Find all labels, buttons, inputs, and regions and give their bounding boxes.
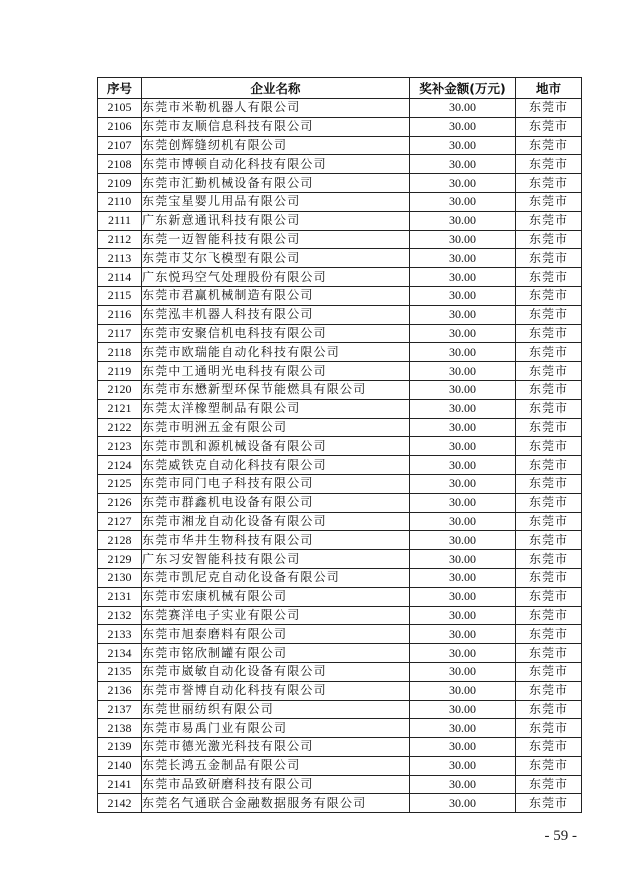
cell-subsidy-amount: 30.00 xyxy=(410,155,516,174)
table-row xyxy=(98,136,582,155)
cell-subsidy-amount: 30.00 xyxy=(410,681,516,700)
cell-serial-number: 2131 xyxy=(98,587,142,606)
cell-company-name: 东莞市安聚信机电科技有限公司 xyxy=(142,324,410,343)
table-row xyxy=(98,550,582,569)
cell-company-name: 东莞太洋橡塑制品有限公司 xyxy=(142,399,410,418)
cell-subsidy-amount: 30.00 xyxy=(410,531,516,550)
cell-serial-number: 2138 xyxy=(98,719,142,738)
table-row xyxy=(98,644,582,663)
cell-serial-number: 2107 xyxy=(98,136,142,155)
cell-city: 东莞市 xyxy=(516,211,582,230)
table-row xyxy=(98,324,582,343)
cell-company-name: 东莞市欧瑞能自动化科技有限公司 xyxy=(142,343,410,362)
cell-city: 东莞市 xyxy=(516,719,582,738)
cell-company-name: 东莞市米勒机器人有限公司 xyxy=(142,99,410,118)
cell-serial-number: 2140 xyxy=(98,756,142,775)
table-row xyxy=(98,512,582,531)
cell-subsidy-amount: 30.00 xyxy=(410,286,516,305)
cell-company-name: 广东新意通讯科技有限公司 xyxy=(142,211,410,230)
table-row xyxy=(98,625,582,644)
cell-city: 东莞市 xyxy=(516,662,582,681)
cell-serial-number: 2121 xyxy=(98,399,142,418)
cell-city: 东莞市 xyxy=(516,625,582,644)
table-row xyxy=(98,474,582,493)
cell-serial-number: 2112 xyxy=(98,230,142,249)
cell-subsidy-amount: 30.00 xyxy=(410,662,516,681)
cell-company-name: 东莞市湘龙自动化设备有限公司 xyxy=(142,512,410,531)
table-row xyxy=(98,681,582,700)
table-row xyxy=(98,155,582,174)
cell-city: 东莞市 xyxy=(516,136,582,155)
cell-serial-number: 2142 xyxy=(98,794,142,813)
cell-company-name: 东莞市华井生物科技有限公司 xyxy=(142,531,410,550)
cell-city: 东莞市 xyxy=(516,681,582,700)
cell-serial-number: 2114 xyxy=(98,268,142,287)
cell-serial-number: 2122 xyxy=(98,418,142,437)
table-row xyxy=(98,775,582,794)
cell-serial-number: 2141 xyxy=(98,775,142,794)
cell-subsidy-amount: 30.00 xyxy=(410,474,516,493)
cell-subsidy-amount: 30.00 xyxy=(410,418,516,437)
cell-city: 东莞市 xyxy=(516,794,582,813)
cell-city: 东莞市 xyxy=(516,700,582,719)
cell-serial-number: 2128 xyxy=(98,531,142,550)
cell-company-name: 东莞市汇勤机械设备有限公司 xyxy=(142,174,410,193)
cell-company-name: 东莞市旭泰磨料有限公司 xyxy=(142,625,410,644)
cell-subsidy-amount: 30.00 xyxy=(410,625,516,644)
table-row xyxy=(98,606,582,625)
header-serial-number: 序号 xyxy=(98,78,142,99)
table-row xyxy=(98,286,582,305)
header-company-name: 企业名称 xyxy=(142,78,410,99)
cell-city: 东莞市 xyxy=(516,343,582,362)
cell-company-name: 东莞市博顿自动化科技有限公司 xyxy=(142,155,410,174)
cell-city: 东莞市 xyxy=(516,380,582,399)
cell-serial-number: 2120 xyxy=(98,380,142,399)
cell-company-name: 东莞市群鑫机电设备有限公司 xyxy=(142,493,410,512)
cell-city: 东莞市 xyxy=(516,738,582,757)
cell-serial-number: 2124 xyxy=(98,456,142,475)
cell-serial-number: 2115 xyxy=(98,286,142,305)
cell-city: 东莞市 xyxy=(516,474,582,493)
cell-subsidy-amount: 30.00 xyxy=(410,606,516,625)
table-row xyxy=(98,192,582,211)
cell-city: 东莞市 xyxy=(516,587,582,606)
table-row xyxy=(98,380,582,399)
cell-city: 东莞市 xyxy=(516,249,582,268)
cell-serial-number: 2118 xyxy=(98,343,142,362)
cell-company-name: 东莞中工通明光电科技有限公司 xyxy=(142,362,410,381)
cell-serial-number: 2129 xyxy=(98,550,142,569)
cell-subsidy-amount: 30.00 xyxy=(410,738,516,757)
cell-city: 东莞市 xyxy=(516,155,582,174)
cell-subsidy-amount: 30.00 xyxy=(410,756,516,775)
header-city: 地市 xyxy=(516,78,582,99)
cell-city: 东莞市 xyxy=(516,775,582,794)
cell-serial-number: 2110 xyxy=(98,192,142,211)
cell-company-name: 东莞泓丰机器人科技有限公司 xyxy=(142,305,410,324)
cell-company-name: 东莞名气通联合金融数据服务有限公司 xyxy=(142,794,410,813)
cell-serial-number: 2119 xyxy=(98,362,142,381)
cell-company-name: 东莞市易禹门业有限公司 xyxy=(142,719,410,738)
cell-subsidy-amount: 30.00 xyxy=(410,211,516,230)
cell-company-name: 东莞市品致研磨科技有限公司 xyxy=(142,775,410,794)
cell-subsidy-amount: 30.00 xyxy=(410,550,516,569)
cell-subsidy-amount: 30.00 xyxy=(410,380,516,399)
cell-serial-number: 2135 xyxy=(98,662,142,681)
cell-subsidy-amount: 30.00 xyxy=(410,192,516,211)
cell-subsidy-amount: 30.00 xyxy=(410,136,516,155)
table-row xyxy=(98,568,582,587)
subsidy-table xyxy=(97,77,582,813)
cell-subsidy-amount: 30.00 xyxy=(410,568,516,587)
cell-serial-number: 2136 xyxy=(98,681,142,700)
cell-city: 东莞市 xyxy=(516,568,582,587)
table-row xyxy=(98,437,582,456)
cell-subsidy-amount: 30.00 xyxy=(410,456,516,475)
cell-serial-number: 2123 xyxy=(98,437,142,456)
cell-serial-number: 2113 xyxy=(98,249,142,268)
table-row xyxy=(98,719,582,738)
cell-city: 东莞市 xyxy=(516,230,582,249)
cell-serial-number: 2130 xyxy=(98,568,142,587)
table-row xyxy=(98,662,582,681)
cell-serial-number: 2134 xyxy=(98,644,142,663)
cell-subsidy-amount: 30.00 xyxy=(410,230,516,249)
table-row xyxy=(98,305,582,324)
cell-serial-number: 2127 xyxy=(98,512,142,531)
cell-city: 东莞市 xyxy=(516,286,582,305)
cell-serial-number: 2132 xyxy=(98,606,142,625)
cell-serial-number: 2133 xyxy=(98,625,142,644)
cell-company-name: 东莞市德光激光科技有限公司 xyxy=(142,738,410,757)
cell-serial-number: 2126 xyxy=(98,493,142,512)
cell-company-name: 东莞世丽纺织有限公司 xyxy=(142,700,410,719)
cell-serial-number: 2116 xyxy=(98,305,142,324)
table-row xyxy=(98,794,582,813)
cell-serial-number: 2108 xyxy=(98,155,142,174)
cell-subsidy-amount: 30.00 xyxy=(410,174,516,193)
table-row xyxy=(98,211,582,230)
table-row xyxy=(98,587,582,606)
table-row xyxy=(98,362,582,381)
cell-city: 东莞市 xyxy=(516,192,582,211)
table-row xyxy=(98,418,582,437)
cell-subsidy-amount: 30.00 xyxy=(410,794,516,813)
cell-city: 东莞市 xyxy=(516,117,582,136)
cell-serial-number: 2109 xyxy=(98,174,142,193)
cell-subsidy-amount: 30.00 xyxy=(410,719,516,738)
cell-company-name: 东莞宝星婴儿用品有限公司 xyxy=(142,192,410,211)
cell-city: 东莞市 xyxy=(516,362,582,381)
cell-company-name: 东莞市宏康机械有限公司 xyxy=(142,587,410,606)
table-row xyxy=(98,399,582,418)
cell-subsidy-amount: 30.00 xyxy=(410,700,516,719)
cell-city: 东莞市 xyxy=(516,418,582,437)
cell-company-name: 广东悦玛空气处理股份有限公司 xyxy=(142,268,410,287)
cell-company-name: 东莞市铭欣制罐有限公司 xyxy=(142,644,410,663)
cell-subsidy-amount: 30.00 xyxy=(410,512,516,531)
cell-company-name: 东莞市崴敏自动化设备有限公司 xyxy=(142,662,410,681)
cell-subsidy-amount: 30.00 xyxy=(410,587,516,606)
cell-city: 东莞市 xyxy=(516,399,582,418)
cell-city: 东莞市 xyxy=(516,324,582,343)
cell-serial-number: 2125 xyxy=(98,474,142,493)
table-row xyxy=(98,493,582,512)
table-row xyxy=(98,268,582,287)
cell-city: 东莞市 xyxy=(516,268,582,287)
cell-subsidy-amount: 30.00 xyxy=(410,399,516,418)
cell-city: 东莞市 xyxy=(516,756,582,775)
cell-subsidy-amount: 30.00 xyxy=(410,644,516,663)
cell-company-name: 广东习安智能科技有限公司 xyxy=(142,550,410,569)
cell-company-name: 东莞市东懋新型环保节能燃具有限公司 xyxy=(142,380,410,399)
cell-subsidy-amount: 30.00 xyxy=(410,268,516,287)
cell-subsidy-amount: 30.00 xyxy=(410,324,516,343)
cell-city: 东莞市 xyxy=(516,99,582,118)
cell-subsidy-amount: 30.00 xyxy=(410,99,516,118)
cell-company-name: 东莞创辉缝纫机有限公司 xyxy=(142,136,410,155)
cell-serial-number: 2139 xyxy=(98,738,142,757)
cell-company-name: 东莞长鸿五金制品有限公司 xyxy=(142,756,410,775)
table-row xyxy=(98,117,582,136)
page-number: - 59 - xyxy=(544,828,577,844)
cell-city: 东莞市 xyxy=(516,606,582,625)
cell-company-name: 东莞市凯尼克自动化设备有限公司 xyxy=(142,568,410,587)
header-row xyxy=(98,78,582,99)
cell-company-name: 东莞市友顺信息科技有限公司 xyxy=(142,117,410,136)
cell-city: 东莞市 xyxy=(516,456,582,475)
cell-subsidy-amount: 30.00 xyxy=(410,343,516,362)
cell-city: 东莞市 xyxy=(516,305,582,324)
cell-company-name: 东莞市誉博自动化科技有限公司 xyxy=(142,681,410,700)
cell-subsidy-amount: 30.00 xyxy=(410,305,516,324)
table-row xyxy=(98,230,582,249)
cell-serial-number: 2105 xyxy=(98,99,142,118)
cell-serial-number: 2117 xyxy=(98,324,142,343)
table-row xyxy=(98,700,582,719)
cell-city: 东莞市 xyxy=(516,512,582,531)
header-subsidy-amount: 奖补金额(万元) xyxy=(410,78,516,99)
table-row xyxy=(98,738,582,757)
table-row xyxy=(98,456,582,475)
table-row xyxy=(98,531,582,550)
table-body xyxy=(98,99,582,813)
table-row xyxy=(98,249,582,268)
cell-city: 东莞市 xyxy=(516,174,582,193)
cell-company-name: 东莞一迈智能科技有限公司 xyxy=(142,230,410,249)
cell-company-name: 东莞市艾尔飞模型有限公司 xyxy=(142,249,410,268)
cell-city: 东莞市 xyxy=(516,644,582,663)
table-row xyxy=(98,756,582,775)
table-row xyxy=(98,174,582,193)
table-row xyxy=(98,99,582,118)
cell-company-name: 东莞威铁克自动化科技有限公司 xyxy=(142,456,410,475)
cell-subsidy-amount: 30.00 xyxy=(410,249,516,268)
table-row xyxy=(98,343,582,362)
cell-subsidy-amount: 30.00 xyxy=(410,437,516,456)
cell-city: 东莞市 xyxy=(516,550,582,569)
cell-subsidy-amount: 30.00 xyxy=(410,117,516,136)
cell-city: 东莞市 xyxy=(516,531,582,550)
cell-company-name: 东莞市明洲五金有限公司 xyxy=(142,418,410,437)
cell-company-name: 东莞市君赢机械制造有限公司 xyxy=(142,286,410,305)
cell-company-name: 东莞市同门电子科技有限公司 xyxy=(142,474,410,493)
cell-company-name: 东莞赛洋电子实业有限公司 xyxy=(142,606,410,625)
cell-subsidy-amount: 30.00 xyxy=(410,362,516,381)
cell-serial-number: 2111 xyxy=(98,211,142,230)
cell-city: 东莞市 xyxy=(516,437,582,456)
cell-subsidy-amount: 30.00 xyxy=(410,493,516,512)
table-header xyxy=(98,78,582,99)
cell-company-name: 东莞市凯和源机械设备有限公司 xyxy=(142,437,410,456)
cell-subsidy-amount: 30.00 xyxy=(410,775,516,794)
cell-serial-number: 2106 xyxy=(98,117,142,136)
cell-city: 东莞市 xyxy=(516,493,582,512)
cell-serial-number: 2137 xyxy=(98,700,142,719)
